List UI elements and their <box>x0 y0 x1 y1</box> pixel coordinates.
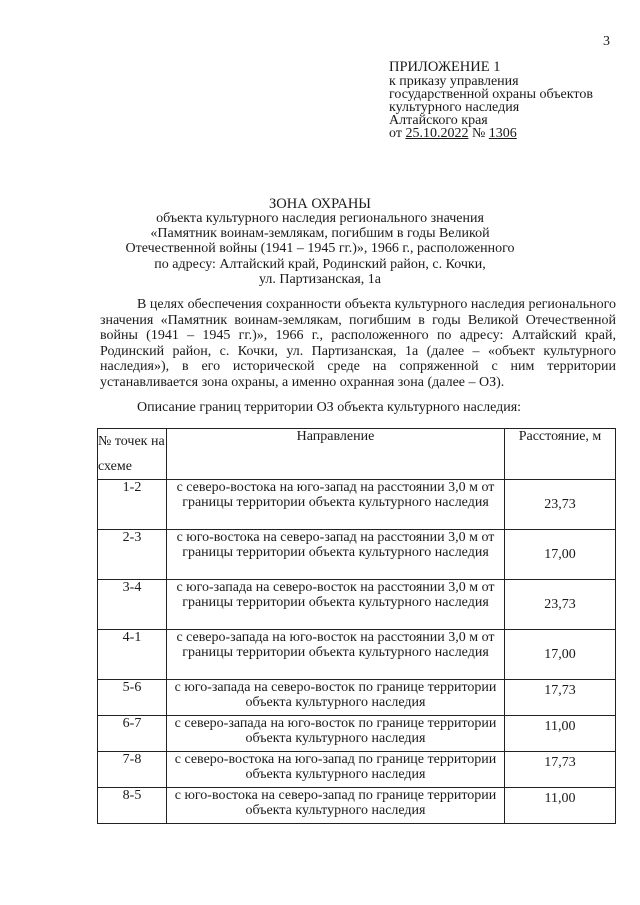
cell-points: 2-3 <box>98 530 167 580</box>
cell-points: 7-8 <box>98 752 167 788</box>
cell-distance: 23,73 <box>505 580 616 630</box>
cell-distance: 17,00 <box>505 630 616 680</box>
header-direction: Направление <box>167 429 505 480</box>
boundaries-table <box>97 428 616 824</box>
cell-direction: с северо-запада на юго-восток по границе территории объекта культурного наследия <box>167 716 505 752</box>
header-points: № точек на схеме <box>98 429 167 480</box>
cell-points: 5-6 <box>98 680 167 716</box>
table-row <box>98 580 616 630</box>
subtitle-line: по адресу: Алтайский край, Родинский район, с. Кочки, <box>154 256 486 272</box>
cell-points: 8-5 <box>98 788 167 824</box>
cell-direction: с северо-востока на юго-запад по границе территории объекта культурного наследия <box>167 752 505 788</box>
table-row <box>98 788 616 824</box>
appendix-date-line <box>389 127 593 140</box>
table-row <box>98 752 616 788</box>
cell-points: 1-2 <box>98 480 167 530</box>
date-prefix: от <box>389 126 402 141</box>
cell-direction: с северо-запада на юго-восток на расстоянии 3,0 м от границы территории объекта культурного наследия <box>167 630 505 680</box>
subtitle-line: ул. Партизанская, 1а <box>258 271 382 287</box>
cell-direction: с юго-востока на северо-запад на расстоянии 3,0 м от границы территории объекта культурного наследия <box>167 530 505 580</box>
document-subtitle <box>100 211 540 287</box>
appendix-title: ПРИЛОЖЕНИЕ 1 <box>389 59 501 75</box>
table-header-row <box>98 429 616 480</box>
document-title: ЗОНА ОХРАНЫ <box>269 196 371 212</box>
cell-distance: 17,00 <box>505 530 616 580</box>
cell-distance: 17,73 <box>505 680 616 716</box>
table-row <box>98 680 616 716</box>
subtitle-line: объекта культурного наследия регионального значения <box>156 211 484 226</box>
table-caption: Описание границ территории ОЗ объекта культурного наследия: <box>137 400 522 415</box>
cell-points: 4-1 <box>98 630 167 680</box>
subtitle-line: Отечественной войны (1941 – 1945 гг.)», 1966 г., расположенного <box>125 241 515 257</box>
table-row <box>98 530 616 580</box>
table-row <box>98 716 616 752</box>
appendix-line: к приказу управления <box>389 74 519 89</box>
cell-points: 6-7 <box>98 716 167 752</box>
appendix-line: Алтайского края <box>389 113 488 128</box>
cell-distance: 17,73 <box>505 752 616 788</box>
order-date: 25.10.2022 <box>405 126 469 141</box>
order-number: 1306 <box>488 126 517 141</box>
cell-direction: с юго-востока на северо-запад по границе территории объекта культурного наследия <box>167 788 505 824</box>
number-prefix: № <box>471 126 486 141</box>
cell-points: 3-4 <box>98 580 167 630</box>
cell-direction: с юго-запада на северо-восток на расстоянии 3,0 м от границы территории объекта культурного наследия <box>167 580 505 630</box>
appendix-line: культурного наследия <box>389 100 520 115</box>
appendix-header <box>389 60 593 140</box>
appendix-line: государственной охраны объектов <box>389 87 593 102</box>
cell-direction: с северо-востока на юго-запад на расстоянии 3,0 м от границы территории объекта культурного наследия <box>167 480 505 530</box>
table-row <box>98 480 616 530</box>
cell-distance: 11,00 <box>505 788 616 824</box>
body-text: В целях обеспечения сохранности объекта культурного наследия регионального значения «Памятник воинам-землякам, погибшим в годы Великой Отечественной войны (1941 – 1945 гг.)», 1966 г., расположенного по адресу: Алтайский край, Родинский район, с. Кочки, ул. Партизанская, 1а (далее – «объект культурного наследия»), в его исторической среде на сопряженной с ним территории устанавливается зона охраны, а именно охранная зона (далее – ОЗ). <box>100 297 616 390</box>
header-distance: Расстояние, м <box>505 429 616 480</box>
body-paragraph <box>100 297 616 390</box>
cell-direction: с юго-запада на северо-восток по границе территории объекта культурного наследия <box>167 680 505 716</box>
cell-distance: 23,73 <box>505 480 616 530</box>
subtitle-line: «Памятник воинам-землякам, погибшим в годы Великой <box>150 226 490 242</box>
table-row <box>98 630 616 680</box>
cell-distance: 11,00 <box>505 716 616 752</box>
page-number: 3 <box>603 34 610 49</box>
